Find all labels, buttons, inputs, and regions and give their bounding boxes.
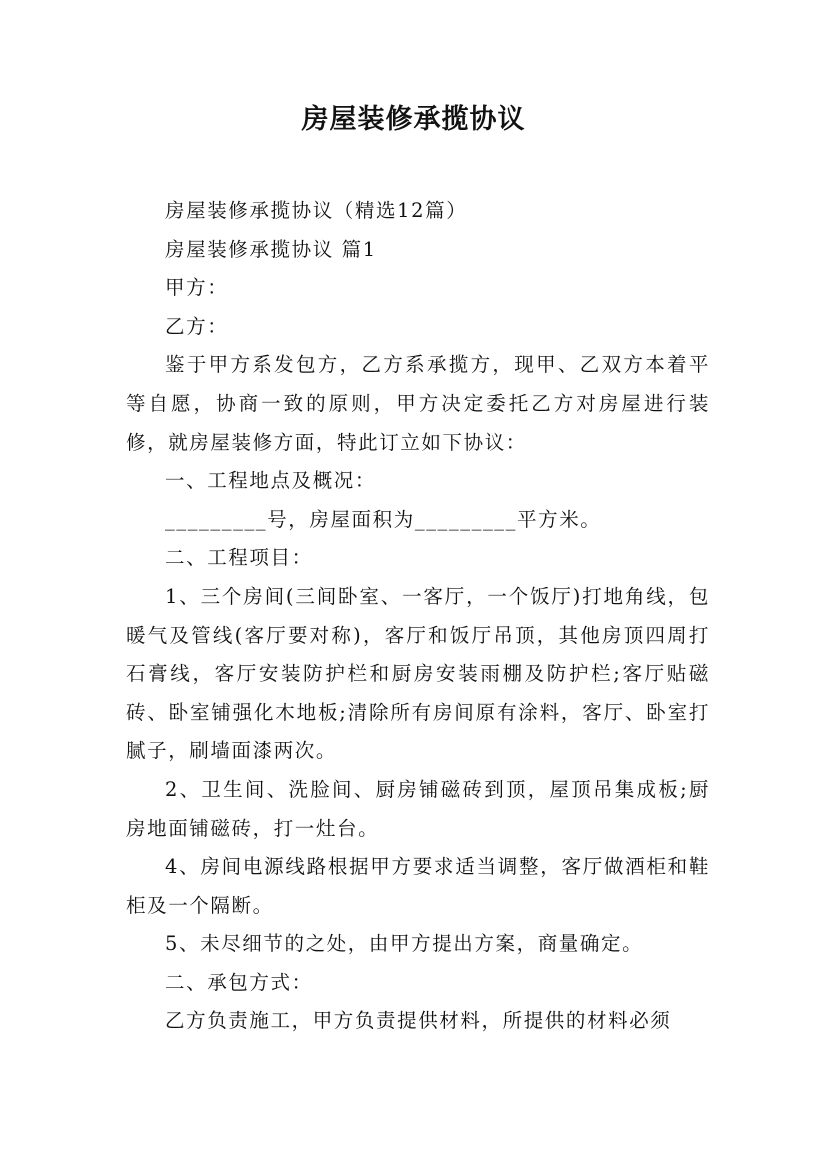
paragraph-item-5: 5、未尽细节的之处，由甲方提出方案，商量确定。 <box>165 932 644 956</box>
paragraph-item-1: 1、三个房间(三间卧室、一客厅，一个饭厅)打地角线，包暖气及管线(客厅要对称)，客厅和饭厅吊顶，其他房顶四周打石膏线，客厅安装防护栏和厨房安装雨棚及防护栏;客厅贴磁砖、卧室铺强化木地板;清除所有房间原有涂料，客厅、卧室打腻子，刷墙面漆两次。 <box>126 584 710 763</box>
paragraph-method-detail: 乙方负责施工，甲方负责提供材料，所提供的材料必须 <box>165 1009 672 1033</box>
paragraph-clause-location: 一、工程地点及概况： <box>165 469 377 493</box>
paragraph-preamble: 鉴于甲方系发包方，乙方系承揽方，现甲、乙双方本着平等自愿，协商一致的原则，甲方决定委托乙方对房屋进行装修，就房屋装修方面，特此订立如下协议： <box>126 353 710 454</box>
paragraph-section-heading: 房屋装修承揽协议 篇1 <box>165 237 377 261</box>
paragraph-party-a: 甲方： <box>165 276 229 300</box>
paragraph-clause-method: 二、承包方式： <box>165 970 313 994</box>
paragraph-clause-items: 二、工程项目： <box>165 546 313 570</box>
paragraph-party-b: 乙方： <box>165 314 229 338</box>
paragraph-subtitle: 房屋装修承揽协议（精选12篇） <box>165 199 468 222</box>
paragraph-item-2: 2、卫生间、洗脸间、厨房铺磁砖到顶，屋顶吊集成板;厨房地面铺磁砖，打一灶台。 <box>126 777 710 840</box>
paragraph-location-detail: _________号，房屋面积为_________平方米。 <box>165 507 602 531</box>
paragraph-item-4: 4、房间电源线路根据甲方要求适当调整，客厅做酒柜和鞋柜及一个隔断。 <box>126 855 710 917</box>
document-body <box>126 192 710 1041</box>
document-title: 房屋装修承揽协议 <box>301 104 526 135</box>
